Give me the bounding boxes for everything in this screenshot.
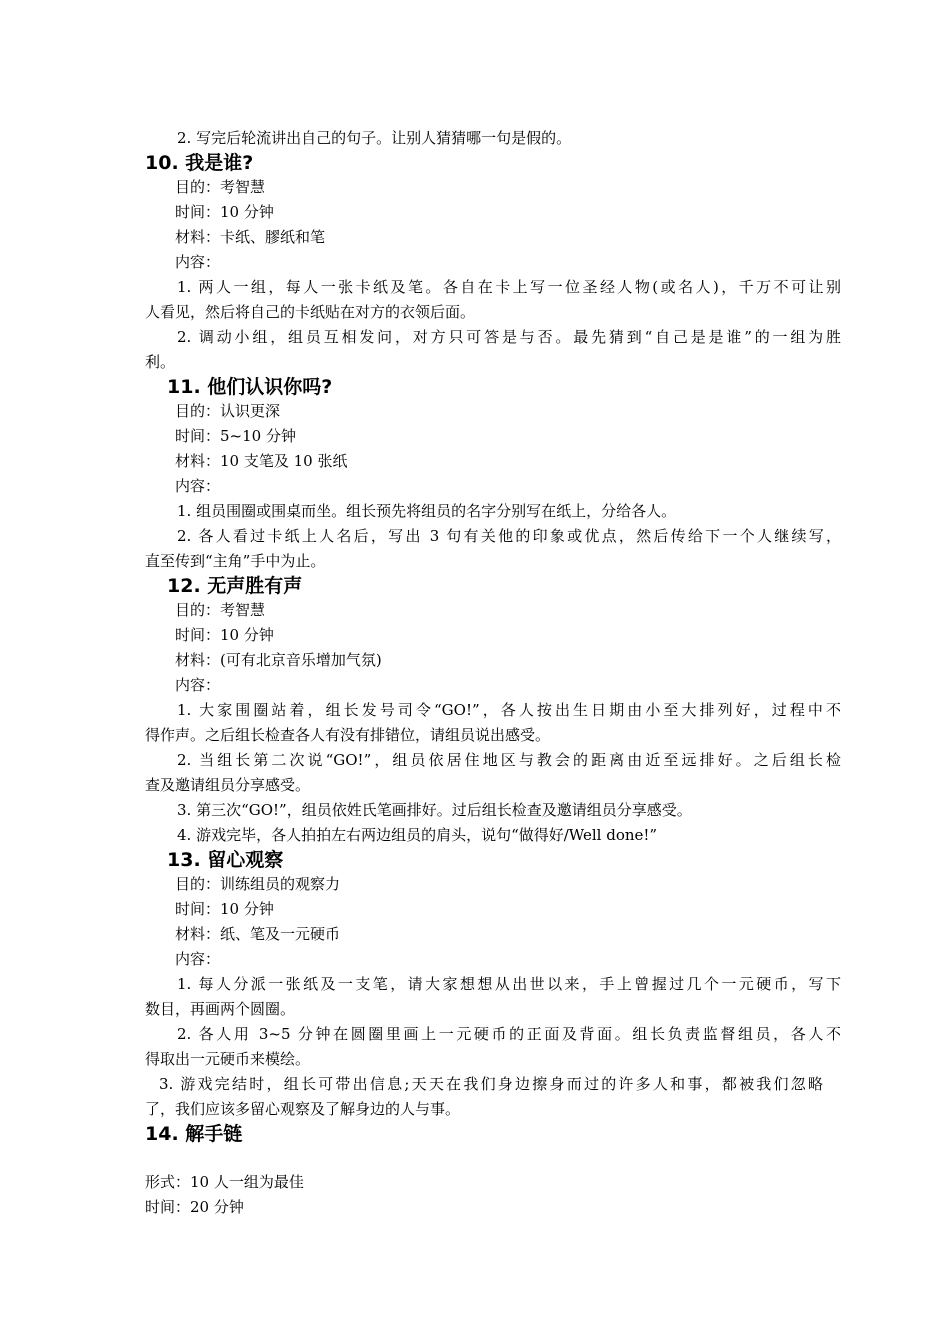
text-line: 数目，再画两个圆圈。: [145, 1000, 296, 1018]
text-line: 查及邀请组员分享感受。: [145, 776, 311, 794]
text-line: 时间：10 分钟: [175, 626, 274, 644]
text-line: 形式：10 人一组为最佳: [145, 1173, 304, 1191]
text-line: 1. 两人一组，每人一张卡纸及笔。各自在卡上写一位圣经人物(或名人)，千万不可让别: [177, 278, 841, 296]
text-line: 目的：考智慧: [175, 178, 266, 196]
text-line: 内容：: [175, 253, 221, 271]
text-line: 材料：卡纸、膠纸和笔: [175, 228, 326, 246]
text-line: 1. 每人分派一张纸及一支笔，请大家想想从出世以来，手上曾握过几个一元硬币，写下: [177, 975, 841, 993]
text-line: 1. 大家围圈站着，组长发号司令“GO!”，各人按出生日期由小至大排列好，过程中不: [177, 701, 841, 719]
section-heading-11: 11. 他们认识你吗?: [167, 376, 333, 398]
text-line: 目的：认识更深: [175, 402, 281, 420]
section-heading-10: 10. 我是谁?: [145, 152, 254, 174]
text-line: 得取出一元硬币来模绘。: [145, 1050, 311, 1068]
text-line: 目的：训练组员的观察力: [175, 875, 341, 893]
text-line: 时间：20 分钟: [145, 1198, 244, 1216]
text-line: 直至传到“主角”手中为止。: [145, 552, 326, 570]
text-line: 时间：10 分钟: [175, 203, 274, 221]
text-line: 4. 游戏完毕，各人拍拍左右两边组员的肩头，说句“做得好/Well done!”: [177, 826, 658, 844]
text-line: 2. 各人看过卡纸上人名后，写出 3 句有关他的印象或优点，然后传给下一个人继续写，: [177, 527, 841, 545]
text-line: 2. 调动小组，组员互相发问，对方只可答是与否。最先猜到“自己是是谁”的一组为胜: [177, 328, 841, 346]
text-line: 人看见，然后将自己的卡纸贴在对方的衣领后面。: [145, 303, 476, 321]
text-line: 材料：纸、笔及一元硬币: [175, 925, 341, 943]
text-line: 3. 第三次“GO!”，组员依姓氏笔画排好。过后组长检查及邀请组员分享感受。: [177, 801, 692, 819]
text-line: 3. 游戏完结时，组长可带出信息;天天在我们身边擦身而过的许多人和事，都被我们忽略: [159, 1075, 823, 1093]
section-heading-13: 13. 留心观察: [167, 849, 284, 871]
text-line: 2. 各人用 3~5 分钟在圆圈里画上一元硬币的正面及背面。组长负责监督组员，各人不: [177, 1025, 841, 1043]
text-line: 目的：考智慧: [175, 601, 266, 619]
text-line: 2. 当组长第二次说“GO!”，组员依居住地区与教会的距离由近至远排好。之后组长检: [177, 751, 841, 769]
text-line: 时间：10 分钟: [175, 900, 274, 918]
text-line: 得作声。之后组长检查各人有没有排错位，请组员说出感受。: [145, 726, 551, 744]
text-line: 2. 写完后轮流讲出自己的句子。让别人猜猜哪一句是假的。: [177, 129, 572, 147]
text-line: 材料：(可有北京音乐增加气氛): [175, 651, 382, 669]
section-heading-14: 14. 解手链: [145, 1123, 243, 1145]
text-line: 了，我们应该多留心观察及了解身边的人与事。: [145, 1100, 461, 1118]
text-line: 内容：: [175, 950, 221, 968]
text-line: 内容：: [175, 676, 221, 694]
text-line: 内容：: [175, 477, 221, 495]
text-line: 1. 组员围圈或围桌而坐。组长预先将组员的名字分别写在纸上，分给各人。: [177, 502, 677, 520]
text-line: 时间：5~10 分钟: [175, 427, 296, 445]
text-line: 材料：10 支笔及 10 张纸: [175, 452, 348, 470]
text-line: 利。: [145, 353, 176, 371]
section-heading-12: 12. 无声胜有声: [167, 575, 303, 597]
